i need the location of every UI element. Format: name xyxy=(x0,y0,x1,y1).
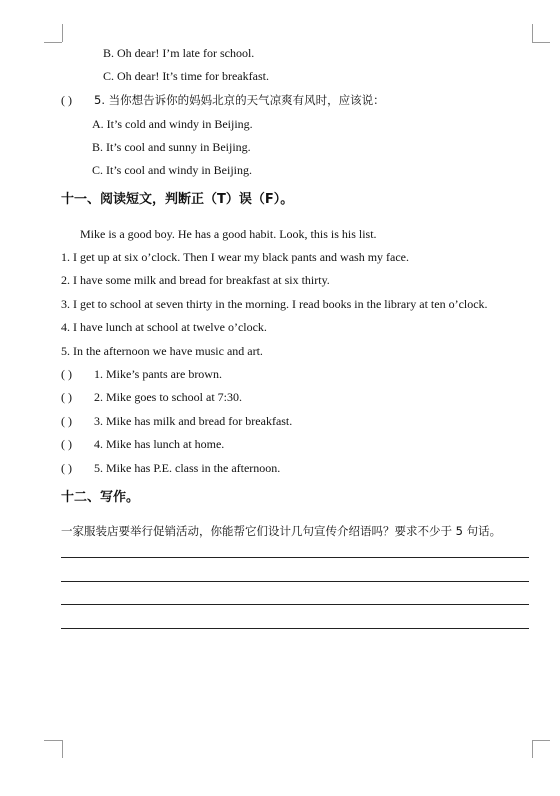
tf-question xyxy=(61,436,224,452)
answer-blank[interactable]: ( ) xyxy=(61,414,72,428)
tf-question xyxy=(61,413,292,429)
writing-line[interactable] xyxy=(61,581,529,582)
question-5-prompt: 5. 当你想告诉你的妈妈北京的天气凉爽有风时，应该说： xyxy=(94,93,385,107)
passage-line: Mike is a good boy. He has a good habit. Look, this is his list. xyxy=(80,227,377,241)
passage-line: 3. I get to school at seven thirty in the morning. I read books in the library at ten o’clock. xyxy=(61,297,488,311)
prev-question-option-c: C. Oh dear! It’s time for breakfast. xyxy=(103,69,269,83)
tf-question xyxy=(61,366,222,382)
tf-question-text: 4. Mike has lunch at home. xyxy=(94,437,225,451)
question-5-option-c: C. It’s cool and windy in Beijing. xyxy=(92,163,252,177)
answer-blank[interactable]: ( ) xyxy=(61,367,72,381)
passage-line: 5. In the afternoon we have music and art. xyxy=(61,344,263,358)
question-5-option-b: B. It’s cool and sunny in Beijing. xyxy=(92,140,251,154)
passage-line: 2. I have some milk and bread for breakfast at six thirty. xyxy=(61,273,330,287)
tf-question-text: 3. Mike has milk and bread for breakfast. xyxy=(94,414,293,428)
writing-line[interactable] xyxy=(61,557,529,558)
passage-line: 4. I have lunch at school at twelve o’clock. xyxy=(61,320,267,334)
prev-question-option-b: B. Oh dear! I’m late for school. xyxy=(103,46,255,60)
tf-question-text: 1. Mike’s pants are brown. xyxy=(94,367,222,381)
answer-blank[interactable]: ( ) xyxy=(61,93,72,107)
section-12-heading: 十二、写作。 xyxy=(61,490,140,505)
section-11-heading: 十一、阅读短文，判断正（T）误（F）。 xyxy=(61,192,294,207)
tf-question-text: 5. Mike has P.E. class in the afternoon. xyxy=(94,461,281,475)
tf-question xyxy=(61,460,280,476)
writing-prompt: 一家服装店要举行促销活动，你能帮它们设计几句宣传介绍语吗？要求不少于 5 句话。 xyxy=(61,524,502,538)
writing-line[interactable] xyxy=(61,628,529,629)
answer-blank[interactable]: ( ) xyxy=(61,461,72,475)
question-5 xyxy=(61,92,385,108)
answer-blank[interactable]: ( ) xyxy=(61,437,72,451)
tf-question-text: 2. Mike goes to school at 7:30. xyxy=(94,390,242,404)
tf-question xyxy=(61,389,242,405)
writing-line[interactable] xyxy=(61,604,529,605)
question-5-option-a: A. It’s cold and windy in Beijing. xyxy=(92,117,253,131)
passage-line: 1. I get up at six o’clock. Then I wear my black pants and wash my face. xyxy=(61,250,409,264)
answer-blank[interactable]: ( ) xyxy=(61,390,72,404)
